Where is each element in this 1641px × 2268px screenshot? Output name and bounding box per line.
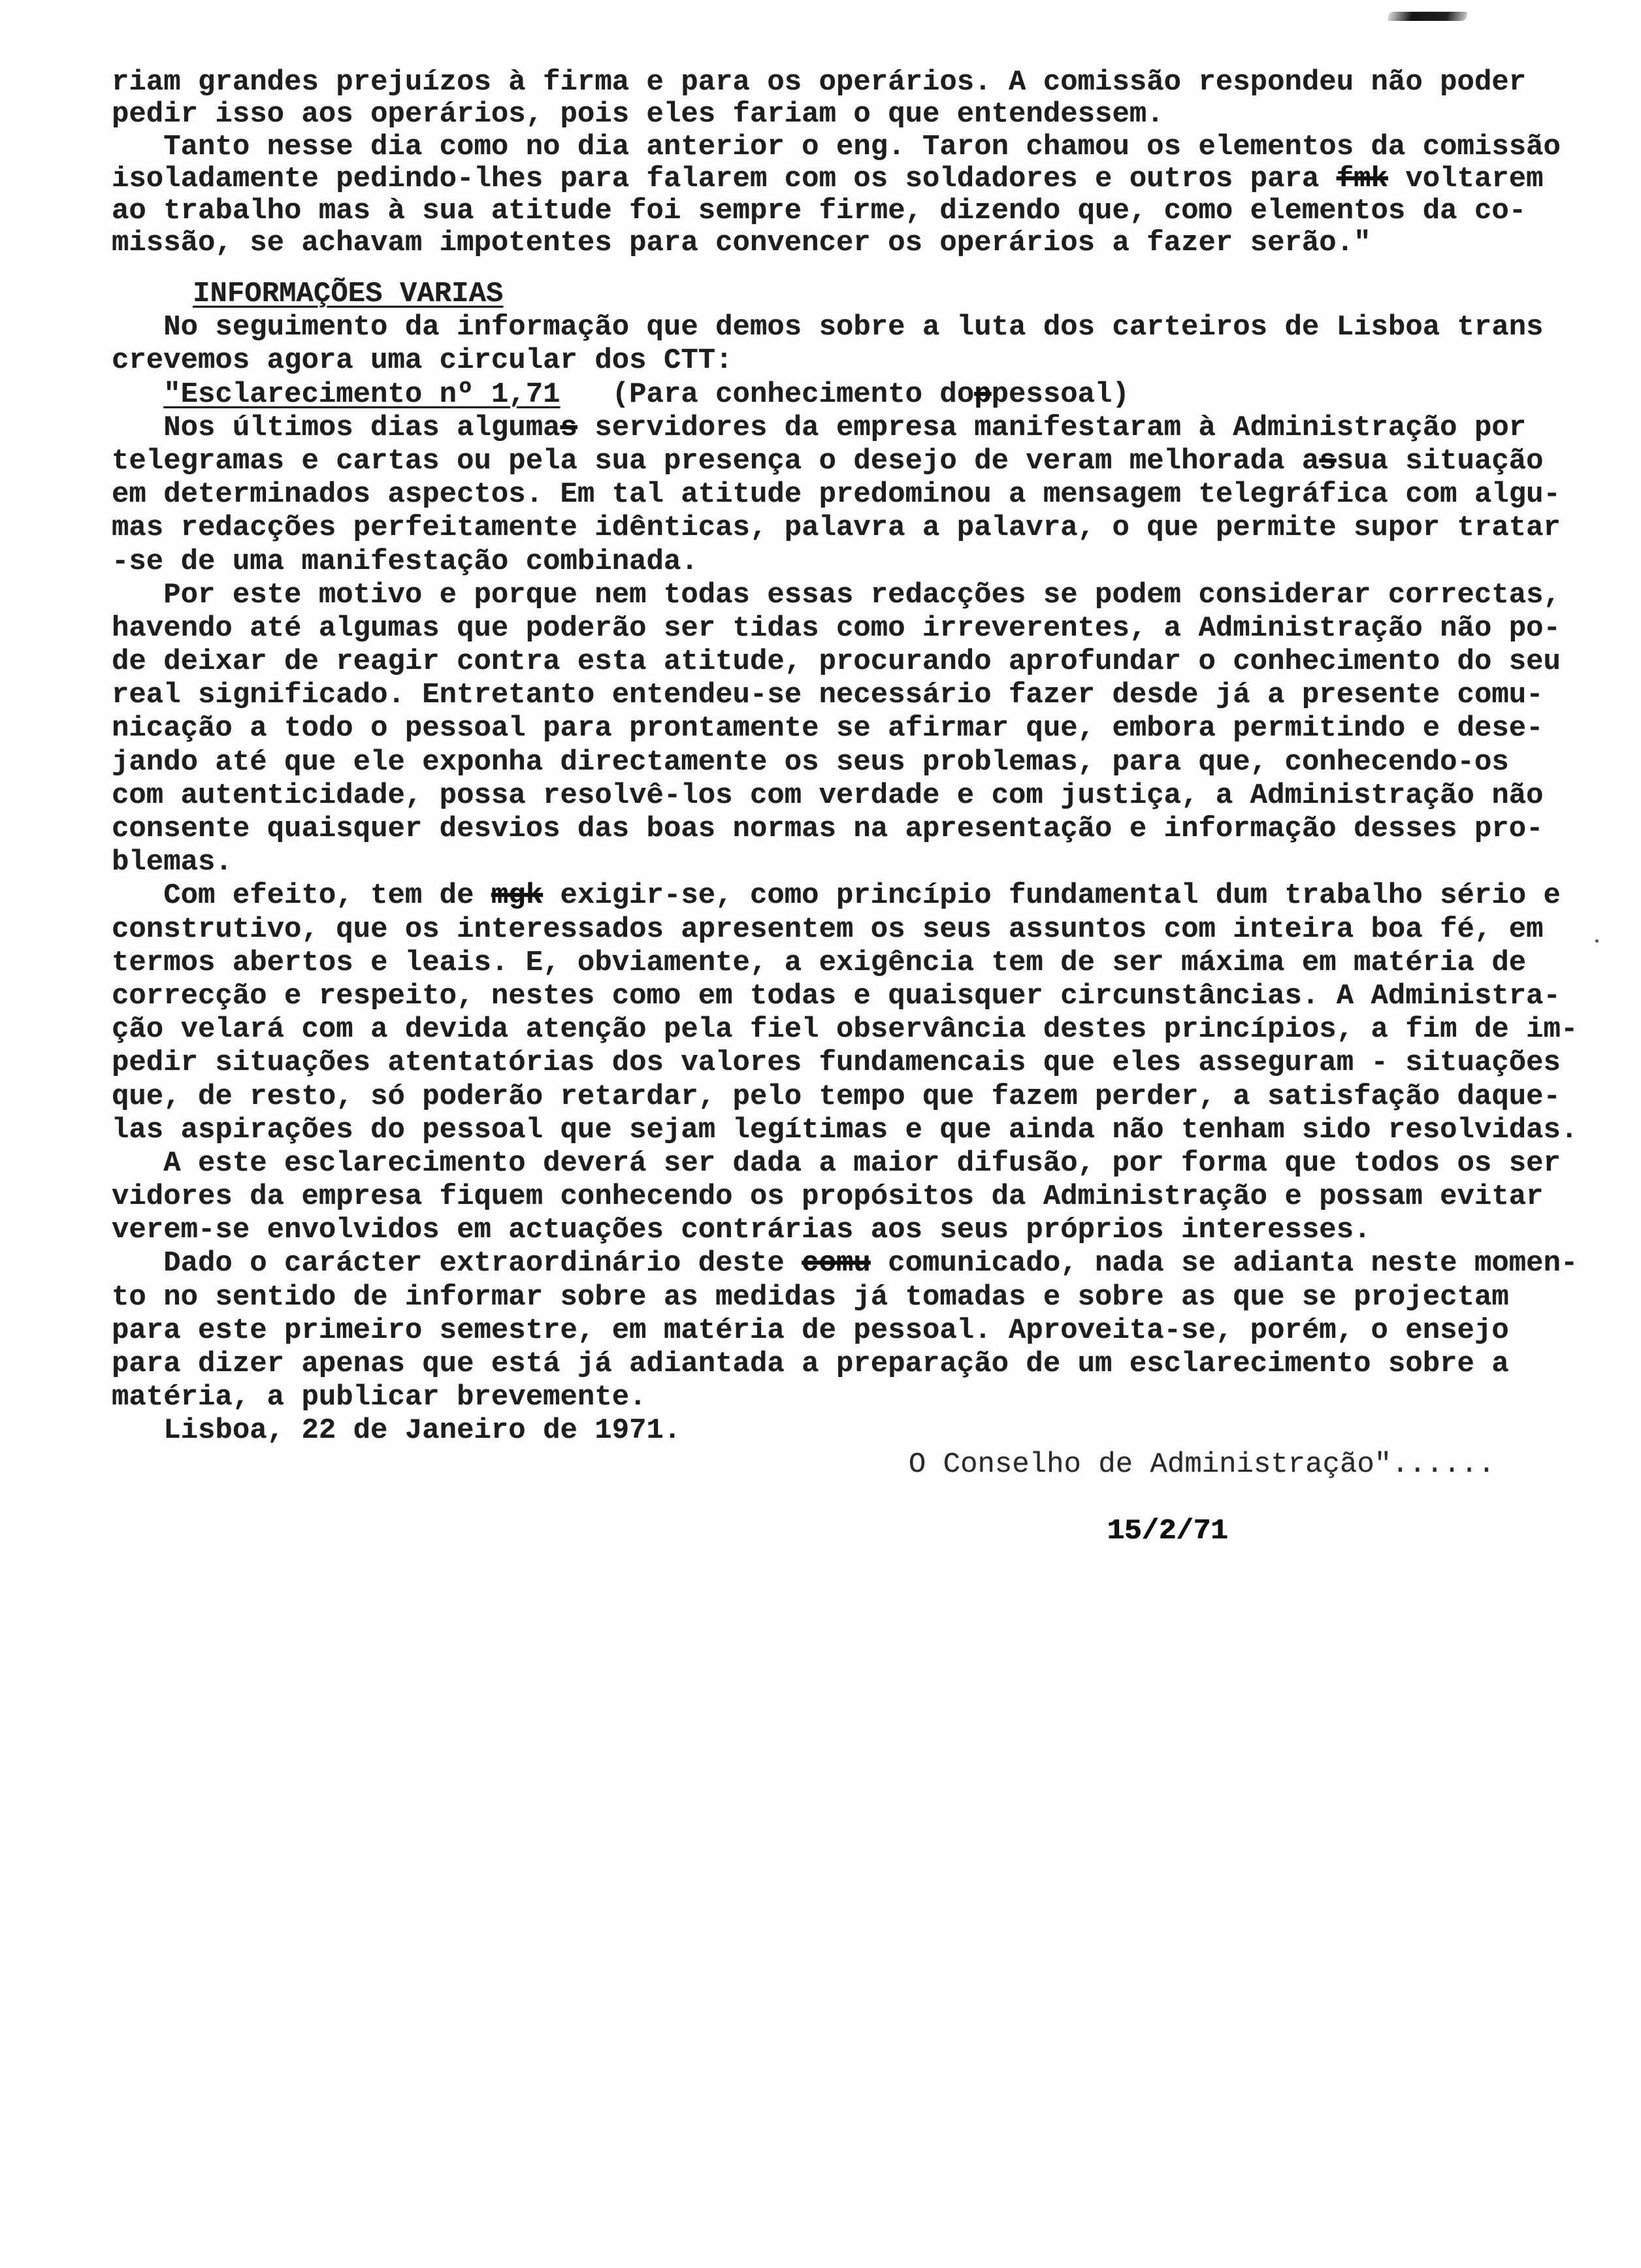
text-line	[112, 163, 1561, 195]
text-line	[112, 1247, 1578, 1280]
text-line	[112, 1080, 1578, 1114]
ink-smudge-mark	[1388, 12, 1468, 21]
text-line	[112, 746, 1578, 779]
text-line	[112, 846, 1578, 879]
text-line	[112, 311, 1578, 344]
date-line	[112, 1414, 1578, 1448]
text-line	[112, 1314, 1578, 1348]
paragraph	[112, 131, 1561, 260]
text-line	[112, 712, 1578, 745]
struck-out-text: p	[974, 378, 992, 411]
typed-text: O Conselho de Administração"......	[908, 1448, 1495, 1481]
text-line	[112, 1348, 1578, 1381]
struck-out-text: mgk	[491, 879, 544, 913]
text-line	[112, 1046, 1578, 1080]
typed-text: real significado. Entretanto entendeu-se necessário fazer desde já a presente comu-	[112, 679, 1544, 712]
text-line	[112, 545, 1578, 579]
typed-text: exigir-se, como princípio fundamental dum trabalho sério e	[543, 879, 1561, 913]
text-line	[112, 278, 1578, 311]
text-line	[112, 131, 1561, 163]
text-line	[112, 1381, 1578, 1414]
typed-text: missão, se achavam impotentes para convencer os operários a fazer serão."	[112, 227, 1371, 260]
typed-text: crevemos agora uma circular dos CTT:	[112, 344, 733, 378]
text-line	[112, 378, 1578, 412]
ink-speck	[1595, 939, 1599, 943]
typed-text: pessoal)	[991, 378, 1129, 411]
text-line	[112, 1448, 1578, 1482]
typed-text: Por este motivo e porque nem todas essas redacções se podem considerar correctas,	[163, 578, 1561, 611]
text-line	[112, 612, 1578, 645]
text-line	[112, 99, 1561, 131]
typed-text: consente quaisquer desvios das boas normas na apresentação e informação desses pro-	[112, 813, 1544, 845]
text-line	[112, 1147, 1578, 1180]
typed-text: que, de resto, só poderão retardar, pelo tempo que fazem perder, a satisfação daque-	[112, 1080, 1561, 1113]
text-line	[112, 1281, 1578, 1314]
typed-text: pedir situações atentatórias dos valores fundamencais que eles asseguram - situações	[112, 1046, 1561, 1080]
signature	[112, 1448, 1578, 1482]
text-line	[112, 1515, 1578, 1548]
document-date	[112, 1515, 1578, 1548]
typed-text: riam grandes prejuízos à firma e para os operários. A comissão respondeu não poder	[112, 66, 1527, 99]
typed-text: pedir isso aos operários, pois eles fariam o que entendessem.	[112, 98, 1164, 131]
text-line	[112, 67, 1561, 99]
typed-text: A este esclarecimento deverá ser dada a maior difusão, por forma que todos os ser	[163, 1146, 1561, 1180]
text-line	[112, 913, 1578, 947]
typed-text: Lisboa, 22 de Janeiro de 1971.	[163, 1414, 681, 1448]
typed-text: Nos últimos dias alguma	[163, 411, 561, 444]
typed-text: para este primeiro semestre, em matéria de pessoal. Aproveita-se, porém, o ensejo	[112, 1314, 1509, 1347]
struck-out-text: s	[1319, 444, 1337, 478]
paragraph	[112, 1247, 1578, 1414]
typed-text: blemas.	[112, 846, 233, 879]
paragraph	[112, 412, 1578, 579]
text-line	[112, 679, 1578, 712]
text-line	[112, 947, 1578, 980]
struck-out-text: comu	[802, 1247, 871, 1280]
typed-text: 15/2/71	[1107, 1514, 1228, 1547]
typed-text: comunicado, nada se adianta neste momen-	[870, 1247, 1578, 1280]
text-line	[112, 980, 1578, 1013]
typed-text: matéria, a publicar brevemente.	[112, 1381, 647, 1414]
text-line	[112, 645, 1578, 679]
underlined-text: "Esclarecimento nº 1,71	[163, 378, 561, 411]
typed-text: telegramas e cartas ou pela sua presença o desejo de veram melhorada a	[112, 444, 1320, 478]
paragraph	[112, 1147, 1578, 1248]
text-line	[112, 511, 1578, 545]
letter-continuation	[112, 67, 1561, 260]
typed-text: de deixar de reagir contra esta atitude, procurando aprofundar o conhecimento do seu	[112, 645, 1561, 679]
typed-text: (Para conhecimento do	[560, 378, 975, 411]
text-line	[112, 579, 1578, 612]
typed-text: Tanto nesse dia como no dia anterior o eng. Taron chamou os elementos da comissão	[163, 130, 1561, 163]
text-line	[112, 1214, 1578, 1247]
text-line	[112, 412, 1578, 445]
typed-text: ao trabalho mas à sua atitude foi sempre firme, dizendo que, como elementos da co-	[112, 195, 1527, 228]
text-line	[112, 227, 1561, 259]
text-line	[112, 879, 1578, 913]
typed-text: havendo até algumas que poderão ser tidas como irreverentes, a Administração não po-	[112, 611, 1561, 645]
paragraph	[112, 879, 1578, 1147]
text-line	[112, 195, 1561, 227]
typed-text: correcção e respeito, nestes como em todas e quaisquer circunstâncias. A Administra-	[112, 979, 1561, 1012]
typed-text: verem-se envolvidos em actuações contrárias aos seus próprios interesses.	[112, 1214, 1371, 1247]
paragraph	[112, 579, 1578, 880]
typed-text: com autenticidade, possa resolvê-los com verdade e com justiça, a Administração não	[112, 779, 1544, 812]
typed-text: isoladamente pedindo-lhes para falarem com os soldadores e outros para	[112, 162, 1337, 195]
text-line	[112, 344, 1578, 378]
typed-text: nicação a todo o pessoal para prontamente se afirmar que, embora permitindo e dese-	[112, 712, 1544, 745]
typed-text: para dizer apenas que está já adiantada a preparação de um esclarecimento sobre a	[112, 1348, 1509, 1380]
typed-text: jando até que ele exponha directamente os seus problemas, para que, conhecendo-os	[112, 745, 1509, 779]
text-line	[112, 445, 1578, 478]
circular-title	[112, 378, 1578, 412]
typed-text: termos abertos e leais. E, obviamente, a exigência tem de ser máxima em matéria de	[112, 946, 1527, 979]
typed-text: vidores da empresa fiquem conhecendo os propósitos da Administração e possam evitar	[112, 1180, 1544, 1214]
typed-text: sua situação	[1336, 444, 1544, 478]
typed-text: to no sentido de informar sobre as medidas já tomadas e sobre as que se projectam	[112, 1280, 1509, 1314]
typed-text: construtivo, que os interessados apresentem os seus assuntos com inteira boa fé, em	[112, 913, 1544, 946]
typed-text: servidores da empresa manifestaram à Administração por	[577, 411, 1527, 444]
typed-text: ção velará com a devida atenção pela fiel observância destes princípios, a fim de im-	[112, 1013, 1578, 1046]
text-line	[112, 1114, 1578, 1147]
typed-text: Dado o carácter extraordinário deste	[163, 1247, 802, 1280]
paragraph	[112, 311, 1578, 378]
struck-out-text: fmk	[1336, 162, 1388, 195]
typed-text: mas redacções perfeitamente idênticas, palavra a palavra, o que permite supor tratar	[112, 511, 1561, 545]
typed-text: No seguimento da informação que demos sobre a luta dos carteiros de Lisboa trans	[163, 311, 1544, 344]
information-section	[112, 278, 1578, 1548]
paragraph-continuation	[112, 67, 1561, 131]
text-line	[112, 1013, 1578, 1046]
typed-text: voltarem	[1388, 162, 1544, 195]
typed-text: -se de uma manifestação combinada.	[112, 545, 698, 578]
typed-text: las aspirações do pessoal que sejam legítimas e que ainda não tenham sido resolvidas.	[112, 1113, 1578, 1146]
typed-text: Com efeito, tem de	[163, 879, 491, 913]
text-line	[112, 478, 1578, 511]
text-line	[112, 1414, 1578, 1448]
underlined-text: INFORMAÇÕES VARIAS	[193, 278, 504, 310]
text-line	[112, 813, 1578, 846]
text-line	[112, 1180, 1578, 1214]
typed-text: em determinados aspectos. Em tal atitude predominou a mensagem telegráfica com algu-	[112, 478, 1561, 511]
section-heading	[112, 278, 1578, 311]
struck-out-text: s	[560, 411, 577, 444]
text-line	[112, 779, 1578, 813]
